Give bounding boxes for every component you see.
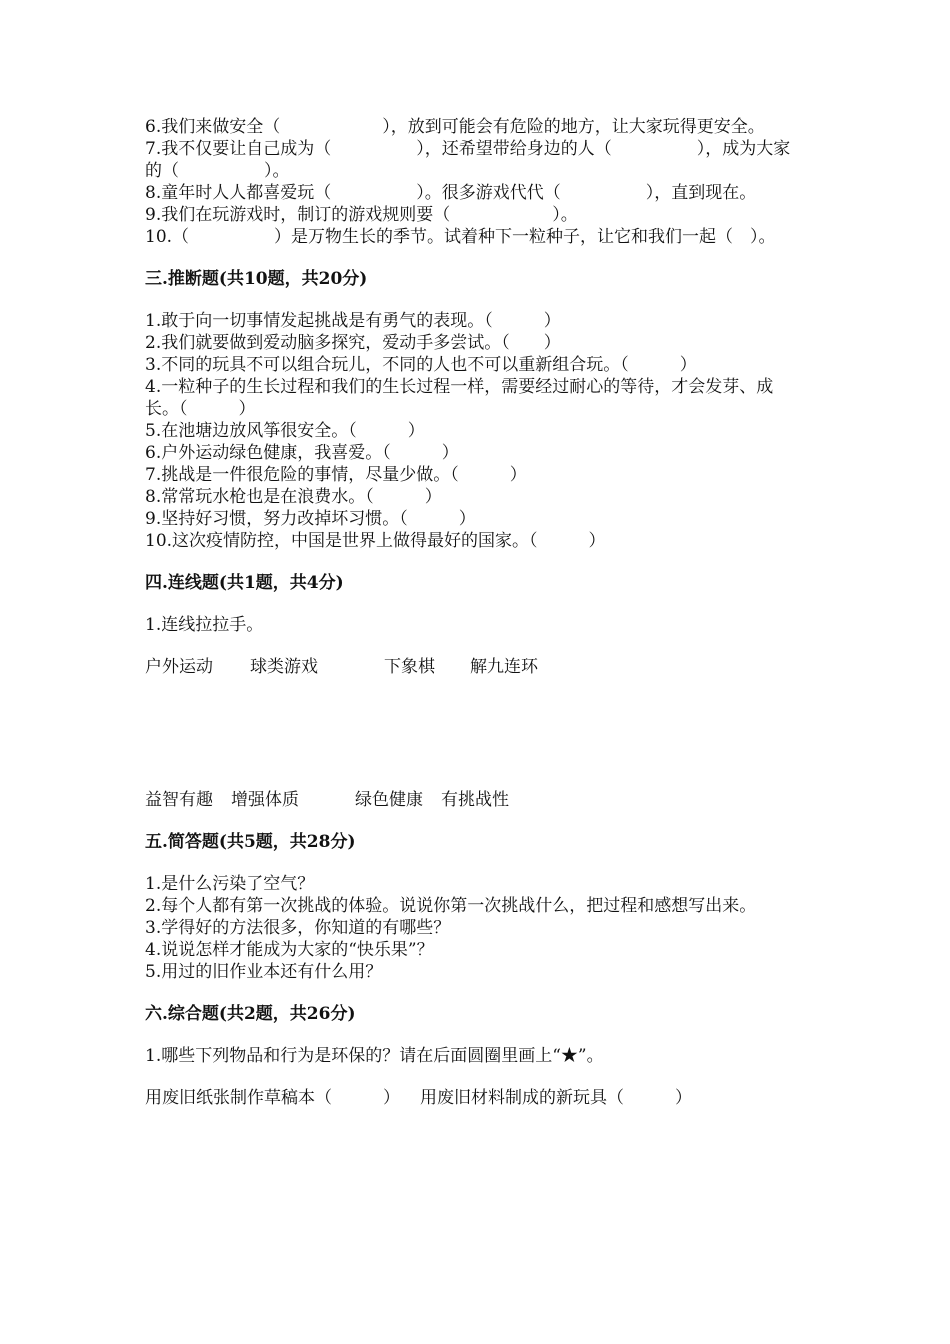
match-left-item: 下象棋 <box>384 657 435 677</box>
match-right-item: 益智有趣 <box>145 790 213 810</box>
short-answer-item: 3.学得好的方法很多，你知道的有哪些？ <box>145 918 451 938</box>
fill-blank-item-8: 8.童年时人人都喜爱玩（ ）。很多游戏代代（ ），直到现在。 <box>145 183 757 203</box>
judge-item: 3.不同的玩具不可以组合玩儿，不同的人也不可以重新组合玩。（ ） <box>145 355 697 375</box>
fill-blank-item-10: 10.（ ）是万物生长的季节。试着种下一粒种子，让它和我们一起（ ）。 <box>145 227 776 247</box>
short-answer-item: 2.每个人都有第一次挑战的体验。说说你第一次挑战什么，把过程和感想写出来。 <box>145 896 757 916</box>
matching-question: 1.连线拉拉手。 <box>145 615 264 635</box>
match-left-item: 户外运动 <box>145 657 213 677</box>
match-right-item: 有挑战性 <box>441 790 509 810</box>
fill-blank-item-6: 6.我们来做安全（ ），放到可能会有危险的地方，让大家玩得更安全。 <box>145 117 765 137</box>
matching-bottom-row <box>145 789 805 811</box>
section-6-heading: 六.综合题(共2题，共26分) <box>145 1004 356 1024</box>
section-3-heading: 三.推断题(共10题，共20分) <box>145 269 368 289</box>
short-answer-item: 5.用过的旧作业本还有什么用？ <box>145 962 383 982</box>
fill-blank-item-7: 7.我不仅要让自己成为（ ），还希望带给身边的人（ ），成为大家的（ ）。 <box>145 139 791 181</box>
judge-item: 4.一粒种子的生长过程和我们的生长过程一样，需要经过耐心的等待，才会发芽、成长。（ ） <box>145 377 774 419</box>
judge-item: 8.常常玩水枪也是在浪费水。（ ） <box>145 487 442 507</box>
match-right-item: 增强体质 <box>231 790 299 810</box>
match-left-item: 解九连环 <box>470 657 538 677</box>
judge-item: 6.户外运动绿色健康，我喜爱。（ ） <box>145 443 459 463</box>
option-item: 用废旧材料制成的新玩具（ ） <box>420 1088 692 1108</box>
option-item: 用废旧纸张制作草稿本（ ） <box>145 1088 400 1108</box>
section-5-heading: 五.简答题(共5题，共28分) <box>145 832 356 852</box>
judge-item: 5.在池塘边放风筝很安全。（ ） <box>145 421 425 441</box>
short-answer-item: 4.说说怎样才能成为大家的“快乐果”？ <box>145 940 434 960</box>
fill-blank-item-9: 9.我们在玩游戏时，制订的游戏规则要（ ）。 <box>145 205 578 225</box>
judge-item: 10.这次疫情防控，中国是世界上做得最好的国家。（ ） <box>145 531 606 551</box>
judge-item: 2.我们就要做到爱动脑多探究，爱动手多尝试。（ ） <box>145 333 561 353</box>
short-answer-item: 1.是什么污染了空气？ <box>145 874 315 894</box>
matching-top-row <box>145 656 805 678</box>
judge-item: 1.敢于向一切事情发起挑战是有勇气的表现。（ ） <box>145 311 561 331</box>
comprehensive-question: 1.哪些下列物品和行为是环保的？请在后面圆圈里画上“★”。 <box>145 1046 604 1066</box>
section-4-heading: 四.连线题(共1题，共4分) <box>145 573 344 593</box>
exam-page <box>145 116 805 1109</box>
match-left-item: 球类游戏 <box>250 657 318 677</box>
judge-item: 9.坚持好习惯，努力改掉坏习惯。（ ） <box>145 509 476 529</box>
judge-item: 7.挑战是一件很危险的事情，尽量少做。（ ） <box>145 465 527 485</box>
match-right-item: 绿色健康 <box>355 790 423 810</box>
comprehensive-options <box>145 1087 805 1109</box>
